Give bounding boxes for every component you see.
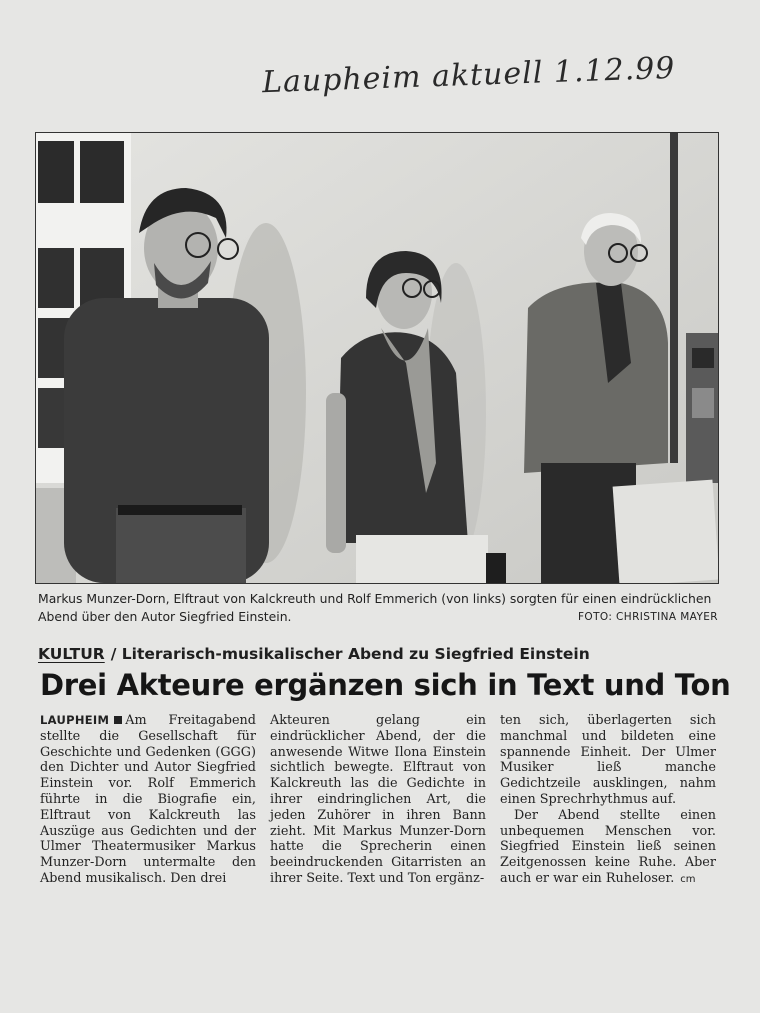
col1-text: Am Freitagabend stellte die Gesellschaft für Geschichte und Gedenken (GGG) den Dichter und Autor Siegfried Einstein vor. Rolf Emmerich führte in die Biografie ein, Elftraut von Kalckreuth las Auszüge aus Gedichten und der Ulmer Theatermusiker Markus Munzer-Dorn untermalte den Abend musikalisch. Den drei [40, 713, 256, 886]
kicker [38, 645, 590, 663]
article-column-3 [500, 713, 716, 888]
article-column-2 [270, 713, 486, 887]
article-column-1 [40, 713, 256, 887]
photo-caption: Markus Munzer-Dorn, Elftraut von Kalckreuth und Rolf Emmerich (von links) sorgten für einen eindrücklichen Abend über den Autor Siegfried Einstein. [38, 591, 712, 624]
handwritten-note: Laupheim aktuell 1.12.99 [261, 50, 676, 101]
photo-illustration [36, 133, 718, 583]
bullet-icon [114, 716, 122, 724]
col3-paragraph-1: ten sich, überlagerten sich manchmal und bildeten eine spannende Einheit. Der Ulmer Musiker ließ manche Gedichtzeile ausklingen, nahm einen Sprechrhythmus auf. [500, 713, 716, 807]
author-initials: cm [680, 873, 696, 885]
article-photo [35, 132, 719, 584]
col2-text: Akteuren gelang ein eindrücklicher Abend, der die anwesende Witwe Ilona Einstein sichtlich bewegte. Elftraut von Kalckreuth las die Gedichte in ihrer eindringlichen Art, die jeden Zuhörer in ihren Bann zieht. Mit Markus Munzer-Dorn hatte die Sprecherin einen beeindruckenden Gitarristen an ihrer Seite. Text und Ton ergänz- [270, 713, 486, 886]
photo-credit: FOTO: CHRISTINA MAYER [577, 611, 718, 623]
headline: Drei Akteure ergänzen sich in Text und Ton [40, 668, 731, 702]
department-label: KULTUR [38, 645, 105, 663]
col3-paragraph-2: Der Abend stellte einen unbequemen Menschen vor. Siegfried Einstein ließ seinen Zeitgenossen keine Ruhe. Aber auch er war ein Ruheloser. [500, 807, 716, 886]
topic-label: / Literarisch-musikalischer Abend zu Siegfried Einstein [110, 645, 590, 663]
dateline: LAUPHEIM [40, 713, 110, 727]
